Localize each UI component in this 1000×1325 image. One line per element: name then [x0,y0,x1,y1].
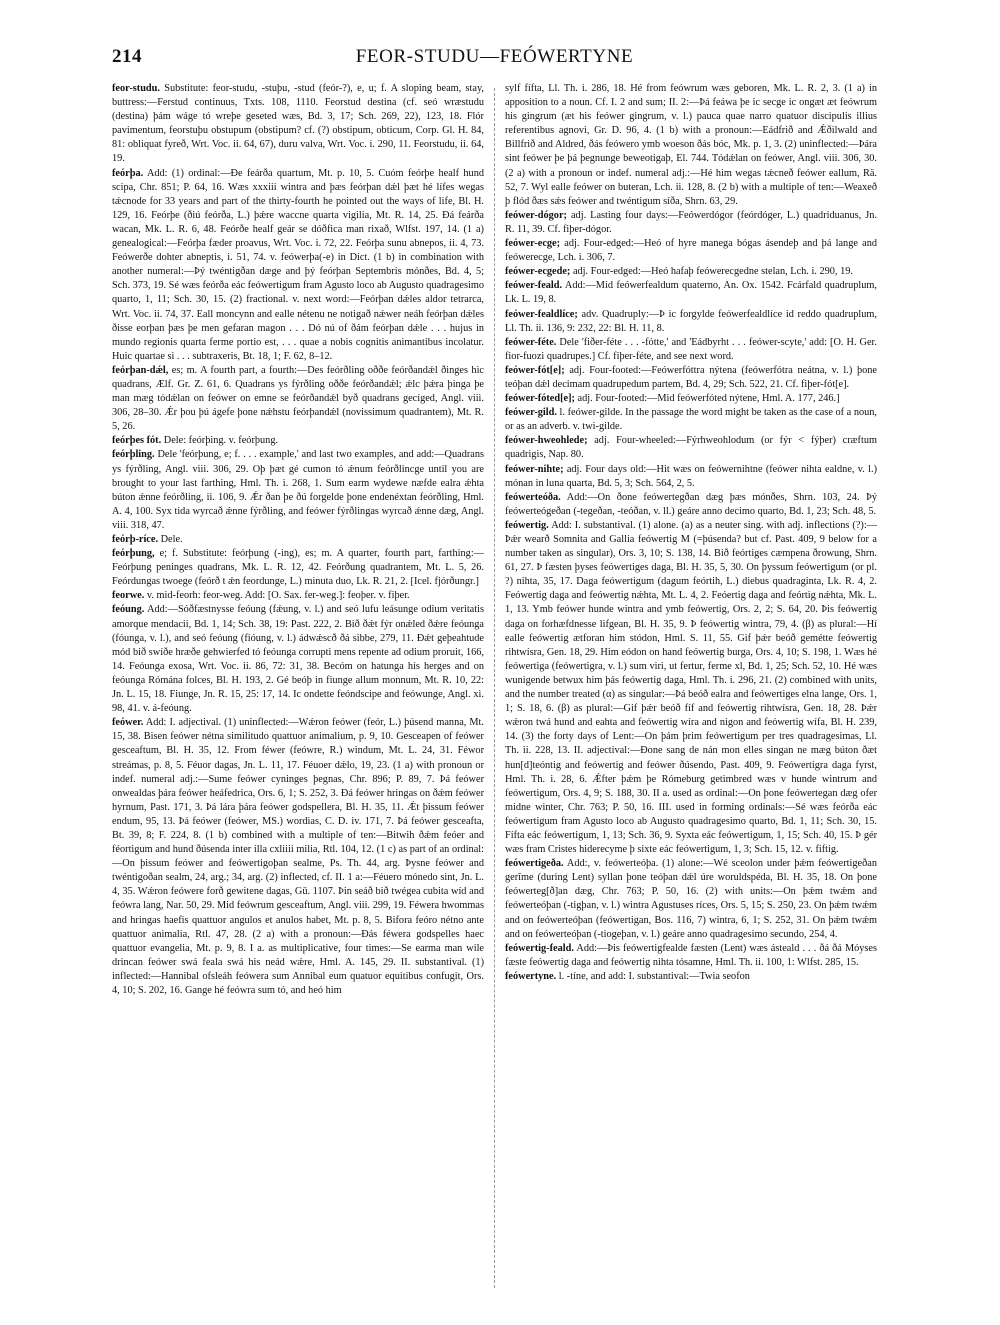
entry-headword: feówer-nihte; [505,463,564,475]
entry-headword: feówer-fóted[e]; [505,393,575,405]
dictionary-entry [112,603,484,716]
entry-headword: feórþes fót. [112,435,162,447]
dictionary-entry [505,942,877,970]
entry-headword: feówer. [112,717,144,729]
entry-body: adj. Four days old:—Hit wæs on feówernihtne (feówer nihta ealdne, v. l.) mónan in luna quarta, Bd. 5, 3; Sch. 564, 2, 5. [505,463,877,489]
entry-body: l. -tíne, and add: I. substantival:—Twia seofon [558,970,750,982]
dictionary-entry [112,448,484,533]
dictionary-entry [505,308,877,336]
entry-headword: feóung. [112,604,145,616]
entry-headword: feówer-feald. [505,280,563,292]
dictionary-entry [505,434,877,462]
entry-body: Add:—On ðone feówertegðan dæg þæs mónðes, Shrn. 103, 24. Þý feówerteógeðan (-tegeðan, -teóðan, v. ll.) geáre anno decimo quarto, Bd. 1, 23; Sch. 48, 5. [505,491,877,517]
entry-body: Add:—Sóðfæstnysse feóung (fǽung, v. l.) and seó lufu leásunge odium veritatis amorque mendacii, Bd. 1, 14; Sch. 38, 19: Past. 222, 2. Bið ðǽt fýr onǽled ðǽre feóunga (fóunga, v. l.), and seó feóung (fióung, v. l.) ádwǽscð ðá sibbe, 279, 11. Ðǽt geþeahtude mód bið swíðe hræðe gehwierfed tó feóunga corrupti mens repente ad odium proruit, 166, 14. Feóunga exosa, Wrt. Voc. ii. 86, 72: 31, 38. Becóm on hatunga his herges and on feóunga Rómána folces, Bl. H. 193, 2. Gé beóþ in fiunge allum monnum, Mt. R. 10, 22: Jn. L. 15, 18. Fiunge, Jn. R. 15, 25: 17, 14. Ic ondette feóndscipe and feówunge, Angl. xi. 98, 41. v. á-feóung. [112,604,484,715]
entry-headword: feor-studu. [112,83,160,94]
left-column [112,82,484,1297]
entry-body: adj. Lasting four days:—Feówerdógor (feórdóger, L.) quadriduanus, Jn. R. 11, 39. Cf. fiþer-dógor. [505,209,877,235]
dictionary-entry [112,434,484,448]
entry-headword: feówer-féte. [505,336,557,348]
entry-body: Add:—Mid feówerfealdum quaterno, An. Ox. 1542. Fcárfald quadruplum, Lk. L. 19, 8. [505,280,877,306]
dictionary-entry [505,279,877,307]
entry-headword: feówer-fealdlíce; [505,308,578,320]
entry-headword: feówer-fót[e]; [505,364,565,376]
entry-headword: feórþan-dǽl, [112,364,169,376]
entry-body: Add:—Þis feówertigfealde fæsten (Lent) wæs ásteald . . . ðá ðá Móyses fæste feówertig daga and feówertig nihta tósamne, Hml. Th. ii. 100, 1: Wlfst. 285, 15. [505,942,877,968]
page-number: 214 [112,46,142,67]
entry-body: Add: (1) ordinal:—Ðe feárða quartum, Mt. p. 10, 5. Cuóm feórþe healf hund scipa, Chr. 851; P. 64, 16. Wæs xxxiii wintra and þæs feórþan dǽl þæt hé lífes wegas tǽcnode for 33 years and part of the thirty-fourth he pointed out the ways of life, Bl. H. 129, 16. Feórþe (ðiú feórða, L.) þǽre waccne quarta vigilia, Mt. R. 14, 25. Ðá feárða wacan, Mk. L. R. 6, 48. Feórðe healf geár se dóðfica man rixað, Wlfst. 197, 14. (1 a) genealogical:—Feórþa fæder proavus, Wrt. Voc. i. 72, 22. Feórþa sunu abnepos, ii. 4, 73. Feówerðe dohter abneptis, i. 51, 74. v. feówerþa(-e) in Dict. (1 b) in combination with another numeral:—Þý twéntigðan dæge and þý feórþan Septembris mónðes, Bd. 4, 5; Sch. 373, 19. Sé wæs feórða eác feówertigum fram Agusto loco ab Augusto quadragesimo quarto, 1, 11; Sch. 30, 15. (2) fractional. v. next word:—Feórþan dǽles aldor tetrarca, Wrt. Voc. ii. 74, 37. Eall moncynn and ealle nétenu ne notigað nǽwer neáh feórþan dǽles ðisse eorþan þæs þe men gefaran magon . . . Dó nú of ðám feórþan dǽle . . . hujus in mundo regionis quarta ferme portio est, . . . quae a nobis cognitis animantibus incolatur. Huic quartae si . . . subtraxeris, Bt. 18, 1; F. 62, 8–12. [112,167,484,362]
entry-body: Add: I. substantival. (1) alone. (a) as a neuter sing. with adj. inflections (?):—Þǽr wearð Somnita and Gallia feówertig M (=þúsenda? but cf. Past. 409, 9 below for a number taken as singular), Ors. 3, 10; S. 138, 14. Bið feórtiges cæmpena ðrowung, Shrn. 61, 27. Þ fæsten þyses feówertiges daga, Bl. H. 35, 5, 30. On þyssum feówertigum (or pl. ?) nihta, 35, 17. Daga feówertigum (dagum feórtih, L.) diebus quadraginta, Lk. R. 4, 2. Feówertig daga and feówertig nǽhta, Mt. L. 4, 2. Feóertig daga and feórtig nǽhta, Mk. L. 1, 13. Ymb feówer hunde wintra and ymb feówertig, Ors. 2, 2; S. 64, 20. Þis feówertig daga on forhæfdnesse lifgean, Bl. H. 35, 9. Þ feówertig wintra, 79, 4. (β) as plural:—Hí ealle feówertig ætforan him stódon, Hml. S. 11, 55. Gif þǽr beóð gemétte feówertig rihtwísra, Gen. 18, 29. Him eódon on hand feówertig burga, Ors. 4, 10; S. 198, 1. Wæs hé feówertiga (feówertigra, v. l.) sum viri, ut fertur, ferme xl, Bd. 1, 25; Sch. 52, 10. Hé wæs wunigende betwux him þás feówertig daga, Hml. Th. i. 296, 21. (2) combined with units, and the number treated (α) as singular:—Þá beóð ealra and feówertiges elna lange, Ors. 1, 1; S. 18, 6. (β) as plural:—Gif þǽr beóð fíf and feówertig rihtwísra, Gen. 18, 28. Þǽr wǽron twá hund and eahta and feówertig wíra and nigon and feówertig wífa, Bl. H. 239, 14. (3) the forty days of Lent:—On þám þrim feówertigum per tres quadragesimas, Ll. Th. ii. 228, 13. II. adjectival:—Ðone sang de nán mon elles singan ne mæg búton ðæt hun[d]teóntig and feówertig and feówer ðúsendo, Past. 409, 9. Feówertigra daga fyrst, Hml. Th. i. 28, 6. Ǽfter þǽm þe Rómeburg getimbred wæs v hunde wintrum and feówertigum, Ors. 4, 9; S. 188, 30. II a. used as ordinal:—On þone feówertegan dæg ofer midne winter, Chr. 763; P. 50, 16. III. used in forming ordinals:—Sé wæs feórða eác feówertigum fram Agusto loco ab Augusto quadragesimo quarto, Bd. 1, 11; Sch. 30, 15. Fífta eác feówertigum, 1, 13; Sch. 36, 9. Syxta eác feówertigum, 1, 15; Sch. 40, 15. Þ gér wæs fram Cristes hiderecyme þ sixte eác feówertigum, 1, 3; Sch. 15, 12. v. fiftig. [505,519,877,856]
entry-body: adj. Four-footed:—Mid feówerfóted nýtene, Hml. A. 177, 246.] [577,393,840,405]
entry-body: adj. Four-edged:—Heó of hyre manega bógas ásendeþ and þá lange and feówerecge, Lch. i. 306, 7. [505,238,877,264]
dictionary-entry [505,406,877,434]
entry-headword: feówertig-feald. [505,942,574,954]
dictionary-entry [112,716,484,998]
entry-body: l. feówer-gilde. In the passage the word might be taken as the case of a noun, or as an adverb. v. twi-gilde. [505,407,877,433]
running-head: FEOR-STUDU—FEÓWERTYNE [355,46,634,67]
entry-headword: feorwe. [112,590,145,602]
entry-headword: feówer-dógor; [505,209,567,221]
entry-headword: feówer-hweohlede; [505,435,588,447]
dictionary-entry [505,364,877,392]
dictionary-entry [112,533,484,547]
entry-body: adj. Four-footed:—Feówerfóttra nýtena (feówerfótra neátna, v. l.) þone teóþan dǽl decimam quadrupedum partem, Bd. 4, 29; Sch. 522, 21. Cf. fiþer-fót[e]. [505,364,877,390]
entry-body: Add: I. adjectival. (1) uninflected:—Wǽron feówer (feór, L.) þúsend manna, Mt. 15, 38. Bisen feówer nétna similitudo quattuor animalium, p. 9, 10. Gesceapen of feówer gesceaftum, Bl. H. 35, 12. From féwer (feówre, R.) windum, Mt. L. 24, 31. Féwor streámas, p. 8, 5. Féuor dagas, Jn. L. 11, 17. Féuoer dǽlo, 19, 23. (1 a) with pronoun or indef. numeral adj.:—Sume feówer cyninges þegnas, Chr. 896; P. 89, 7. Þá feówer onwealdas þára feówer heáfedrica, Ors. 6, 1; S. 252, 3. Ðá feówer hringas on ðǽm feówer hyrnum, Past. 171, 3. Þá lára þára feówer godspellera, Bl. H. 35, 11. Ǽt þissum feówer endum, 95, 13. Þá feówer (feówer, MS.) wordias, C. D. iv. 171, 7. Þá feówer gesceafta, Bt. 39, 8; F. 224, 8. (1 b) combined with a multiple of ten:—Bitwih ðǽm feóer and féortigum and hund ðúsenda inter illa cxliiii milia, Rtl. 104, 12. (1 c) as part of an ordinal:—On þissum feówer and feówertigoþan sealme, Ps. Th. 44, arg. Þysne feówer and twéntigoðan sealm, 24, arg.; 34, arg. (2) inflected, cf. II. 1 a:—Féuero mónedo sint, Jn. L. 4, 35. Wǽron feówere forð gewitene dagas, Gū. 1107. Þin seáð bið twégea cubita wíd and feówra lang, Nar. 50, 29. Mid feówrum gesceaftum, Angl. viii. 299, 19. Féwera hwommas and hringas haefis quattuor angulos et anulos habet, Mt. p. 8, 5. Bifora feóro nétno ante quattuor animalia, Rtl. 47, 28. (2 a) with a pronoun:—Ðás féwera godspelles haec quattuor evangelia, Mt. p. 9, 8. I a. as multiplicative, four times:—Se earma man wile drincan feówer swá feala swá his neád wǽre, Hml. A. 145, 29. II. substantival. (1) inflected:—Hannibal ofsleáh feówera sum Annibal eum quatuor equitibus confugit, Ors. 4, 10; S. 202, 16. Gange hé feówra sum tó, and heó him [112,717,484,996]
entry-headword: feórþ-ríce. [112,534,159,545]
dictionary-entry [505,970,877,984]
dictionary-entry [505,336,877,364]
page-header [112,46,877,72]
entry-body: e; f. Substitute: feórþung (-ing), es; m. A quarter, fourth part, farthing:—Feórþung peninges quadrans, Mk. L. R. 12, 42. Feórðung quadrantem, Mt. L. 5, 26. Feórdungas twoege (feórð t ǽn feordunge, L.) minuta duo, Lk. R. 21, 2. [Icel. fjórðungr.] [112,548,484,588]
entry-body: Dele 'fiðer-féte . . . -fótte,' and 'Eádbyrht . . . feówer-scyte,' add: [O. H. Ger. fior-fuozi quadrupes.] Cf. fiþer-féte, and see next word. [505,336,877,362]
dictionary-entry [505,392,877,406]
entry-body: v. mid-feorh: feor-weg. Add: [O. Sax. fer-weg.]: feoþer. v. fiþer. [146,590,410,602]
entry-headword: feórþung, [112,548,155,560]
entry-body: Dele 'feórþung, e; f. . . . example,' and last two examples, and add:—Quadrans ys fýrðling, Angl. viii. 306, 29. Oþ þæt gé cumon tó ǽnum feórðlincge until you are brought to your last farthing, Hml. Th. i. 268, 1. Sum earm wydewe næfde ealra ǽhta búton ǽnne feórðling, ii. 106, 9. Ǽr ðan þe ðú forgelde þone endenéxtan feórðling, Hml. A. 4, 100. Syx tida wyrcað ǽnne fýrðling, and feówer fýrðlingas wyrcað ǽnne dæg, Angl. viii. 318, 47. [112,449,484,531]
dictionary-entry [112,167,484,364]
entry-body: Dele: feórþing. v. feórþung. [163,435,279,447]
dictionary-entry [505,519,877,857]
entry-headword: feórþa. [112,167,144,179]
dictionary-entry [505,209,877,237]
dictionary-entry [505,491,877,519]
entry-body: Substitute: feor-studu, -stuþu, -stud (feór-?), e, u; f. A sloping beam, stay, buttress:—Ferstud continuus, Txts. 108, 1110. Feorstud destina (cf. seó wræstudu (destina) þám wáge tó wreþe geseted wæs, Bd. 3, 17; Sch. 269, 22), 123, 18. Flór pavimentum, feorstuþu obstupum (obstipum? cf. (?) obstipum, obticum, Corp. Gl. H. 84, 81: obliquat fyreð, Wrt. Voc. ii. 64, 67), duru valva, Wrt. Voc. i. 290, 11. Feorstudu, ii. 64, 19. [112,83,484,165]
entry-headword: feówertyne. [505,970,557,982]
entry-body: adj. Four-edged:—Heó hafaþ feówerecgedne stelan, Lch. i. 290, 19. [572,266,853,278]
entry-headword: feówer-ecge; [505,238,561,250]
dictionary-entry [505,265,877,279]
entry-body: adv. Quadruply:—Þ ic forgylde feówerfealdlíce id reddo quadruplum, Ll. Th. ii. 136, 9: 232, 22: Bl. H. 11, 8. [505,308,877,334]
dictionary-entry [112,82,484,167]
entry-body: sylf fífta, Ll. Th. i. 286, 18. Hé from feówrum wæs geboren, Mk. L. R. 2, 3. (1 a) in apposition to a noun. Cf. I. 2 and sum; II. 2:—Þá feáwa þe ic secge ic ongæt æt feówrum his gingrum (æt his feówer gingrum, v. l.) pauca quae narro quatuor discipulis illius referentibus agnovi, Gr. D. 96, 4. (1 b) with a pronoun:—Eádfrið and Ǽðilwald and Billfrið and Aldred, ðás feówero ymb woeson ðás bóc, Mk. p. 1, 3. (2) uninflected:—Þára sint feówer þe þá þegnunge beweotigaþ, El. 744. Tódǽlan on feówer, Angl. viii. 306, 30. (2 a) with a pronoun or indef. numeral adj.:—Hé him wegas tǽcneð feówer eallum, Rä. 52, 7. Wyl ealle feówer on buteran, Lch. ii. 128, 8. (2 b) with a multiple of ten:—Weaxeð þ flód ðæs sǽs feówer and twéntigum síða, Shrn. 63, 29. [505,83,877,207]
dictionary-entry [112,589,484,603]
entry-headword: feówer-gild. [505,407,557,419]
dictionary-entry [112,547,484,589]
entry-body: adj. Four-wheeled:—Fýrhweohlodum (or fýr < fýþer) cræftum quadrigis, Nap. 80. [505,435,877,461]
entry-body: Dele. [160,534,183,545]
entry-headword: feówertigeða. [505,858,564,870]
dictionary-entry [505,237,877,265]
entry-headword: feówertig. [505,519,549,531]
dictionary-entry [505,463,877,491]
entry-headword: feówerteóða. [505,491,561,503]
right-column [505,82,877,1297]
dictionary-entry [505,857,877,942]
entry-headword: feórþling. [112,449,155,461]
dictionary-columns [112,82,877,1297]
dictionary-entry [505,82,877,209]
entry-body: Add:, v. feówerteóþa. (1) alone:—Wé sceolon under þǽm feówertigeðan gerîme (during Lent) syllan þone teóþan dǽl úre woruldspéda, Bl. H. 35, 18. On þone feówerteg[ð]an dæg, Chr. 763; P. 50, 16. (2) with units:—On þǽm twǽm and feówerteóþan (-tigþan, v. l.) wintra Agustuses ríces, Ors. 5, 15; S. 250, 23. On þǽm twǽm and on feówerteóþan (feówertigan, Bos. 116, 7) wintra, 6, 1; S. 252, 31. On þǽm twǽm and on feówerteóþan (-tiogeþan, v. l.) geáre anno quadragesimo secundo, 254, 4. [505,858,877,940]
entry-headword: feówer-ecgede; [505,266,571,278]
entry-body: es; m. A fourth part, a fourth:—Des feórðling oððe feórðandǽl ðinges hic quadrans, Ælf. Gr. Z. 61, 6. Quadrans ys fýrðling oððe feórðandǽl; ǽlc þǽra þinga þe man mæg tódǽlan on feówer on emne se feórðandǽl byð quadrans gecíged, Angl. viii. 306, 28–30. Ǽr þou þú ágefe þone nǽhstu feórþandǽl (novissimum quadrantem), Mt. R. 5, 26. [112,364,484,433]
dictionary-entry [112,364,484,434]
